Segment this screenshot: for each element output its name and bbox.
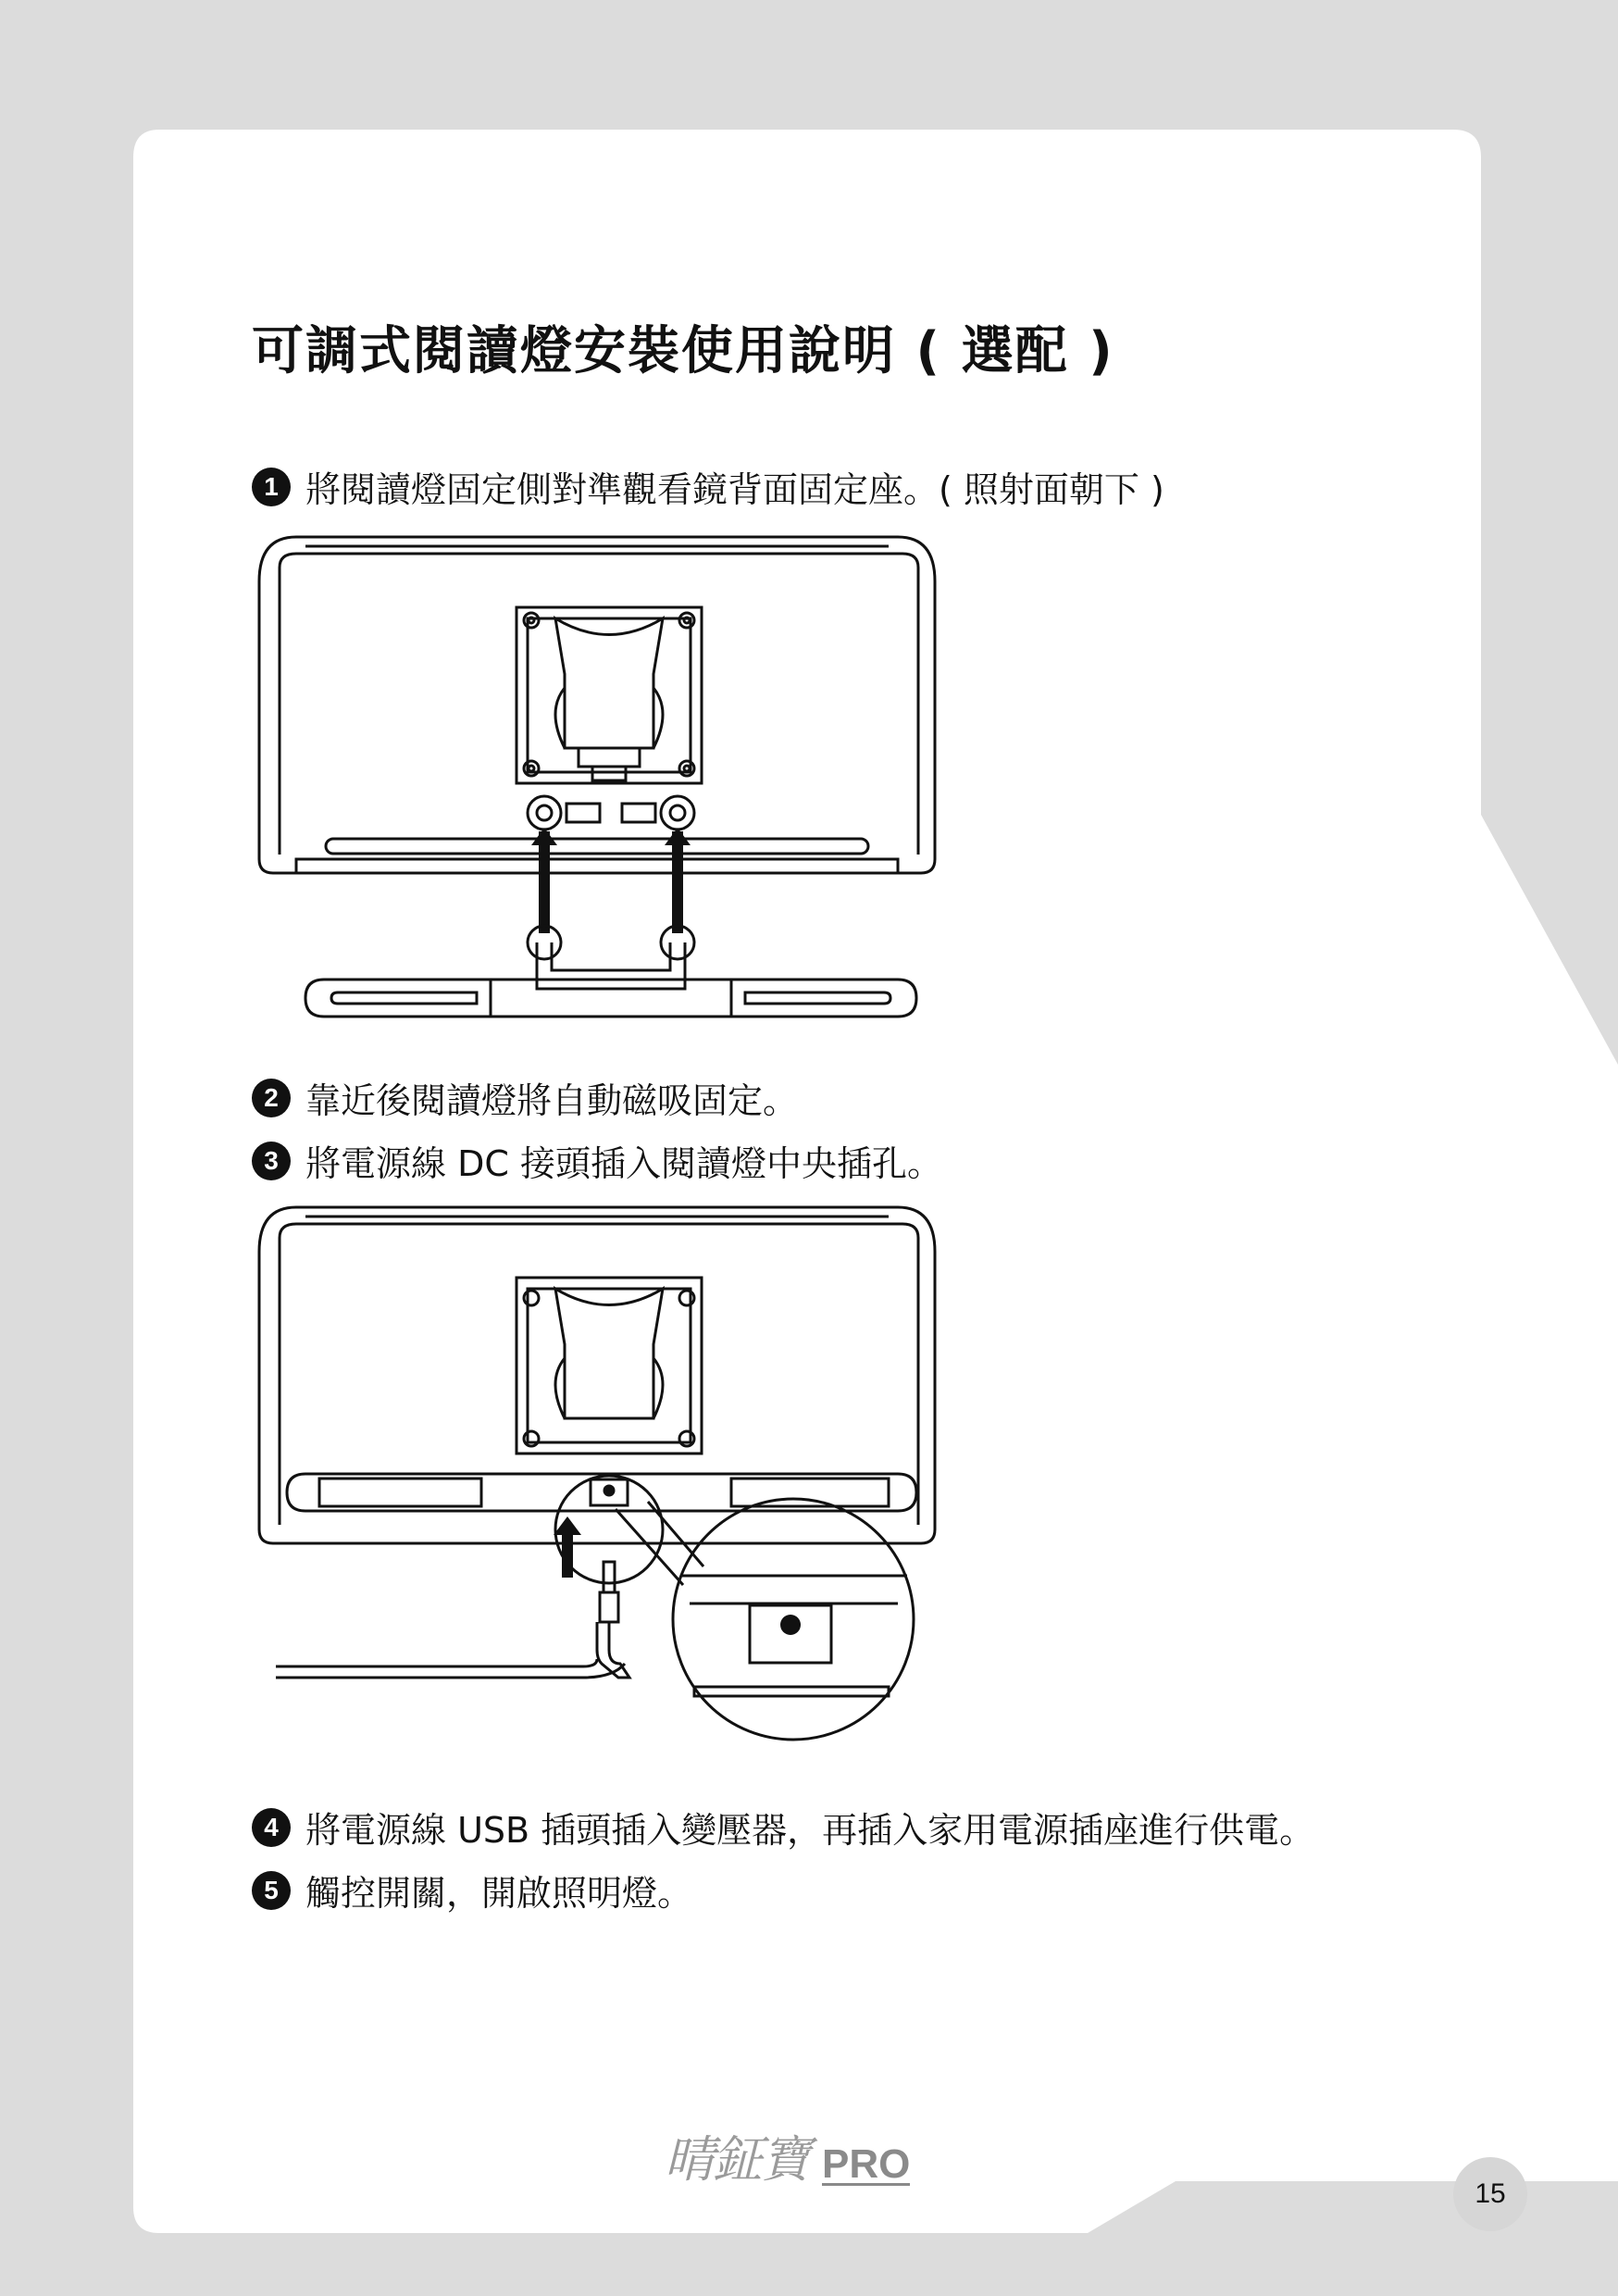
- figure-dc-plug: [250, 1196, 972, 1770]
- step-text: 將閱讀燈固定側對準觀看鏡背面固定座。( 照射面朝下 ): [305, 469, 1164, 510]
- step-text: 將電源線 DC 接頭插入閱讀燈中央插孔。: [305, 1143, 942, 1184]
- step-number-badge: 3: [252, 1142, 291, 1180]
- step-1: [252, 461, 1164, 512]
- step-text: 靠近後閱讀燈將自動磁吸固定。: [305, 1080, 799, 1121]
- step-5: [252, 1865, 692, 1915]
- step-text: 觸控開關，開啟照明燈。: [305, 1873, 693, 1914]
- step-number-badge: 5: [252, 1871, 291, 1910]
- step-2: [252, 1072, 798, 1123]
- brand-logo-chinese: 晴鉦寶: [665, 2130, 809, 2189]
- step-4: [252, 1802, 1314, 1853]
- figure-attach-light: [250, 526, 972, 1044]
- step-number-badge: 2: [252, 1079, 291, 1117]
- step-number-badge: 1: [252, 468, 291, 506]
- page-number: 15: [1453, 2157, 1527, 2231]
- brand-logo-pro: PRO: [822, 2141, 911, 2187]
- step-number-badge: 4: [252, 1808, 291, 1847]
- brand-logo: [665, 2120, 910, 2191]
- step-3: [252, 1135, 942, 1186]
- page-title: 可調式閱讀燈安裝使用說明 ( 選配 ): [252, 321, 1114, 381]
- step-text: 將電源線 USB 插頭插入變壓器，再插入家用電源插座進行供電。: [305, 1810, 1315, 1851]
